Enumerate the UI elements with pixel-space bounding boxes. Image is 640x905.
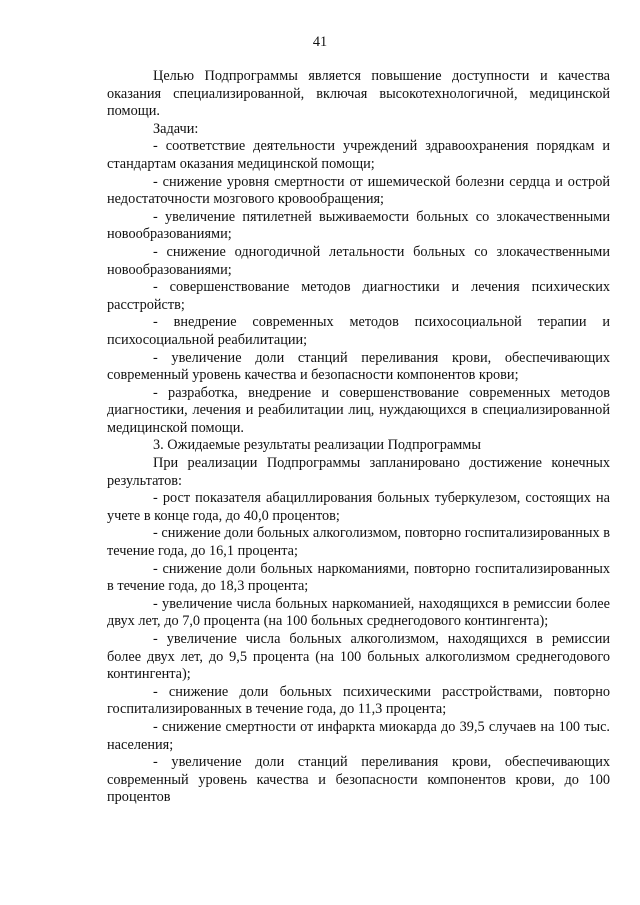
result-item: - снижение смертности от инфаркта миокарда до 39,5 случаев на 100 тыс. населения;	[107, 718, 610, 753]
task-item: - снижение одногодичной летальности больных со злокачественными новообразованиями;	[107, 243, 610, 278]
result-item: - увеличение числа больных алкоголизмом, находящихся в ремиссии более двух лет, до 9,5 процента (на 100 больных алкоголизмом среднегодового контингента);	[107, 631, 610, 683]
page-body	[107, 68, 610, 807]
task-item: - увеличение пятилетней выживаемости больных со злокачественными новообразованиями;	[107, 208, 610, 243]
goal-paragraph: Целью Подпрограммы является повышение доступности и качества оказания специализированной, включая высокотехнологичной, медицинской помощи.	[107, 68, 610, 120]
result-item: - снижение доли больных наркоманиями, повторно госпитализированных в течение года, до 18,3 процента;	[107, 560, 610, 595]
task-item: - разработка, внедрение и совершенствование современных методов диагностики, лечения и реабилитации лиц, нуждающихся в специализированной медицинской помощи.	[107, 384, 610, 436]
task-item: - совершенствование методов диагностики и лечения психических расстройств;	[107, 279, 610, 313]
section-heading: 3. Ожидаемые результаты реализации Подпрограммы	[153, 437, 481, 454]
results-intro: При реализации Подпрограммы запланировано достижение конечных результатов:	[107, 455, 610, 489]
page-number: 41	[312, 34, 328, 50]
result-item: - увеличение числа больных наркоманией, находящихся в ремиссии более двух лет, до 7,0 процента (на 100 больных среднегодового контингента);	[107, 595, 610, 630]
result-item: - снижение доли больных психическими расстройствами, повторно госпитализированных в течение года, до 11,3 процента;	[107, 683, 610, 718]
result-item: - увеличение доли станций переливания крови, обеспечивающих современный уровень качества и безопасности компонентов крови, до 100 процентов	[107, 754, 610, 806]
task-item: - снижение уровня смертности от ишемической болезни сердца и острой недостаточности мозгового кровообращения;	[107, 173, 610, 208]
result-item: - снижение доли больных алкоголизмом, повторно госпитализированных в течение года, до 16,1 процента;	[107, 525, 610, 560]
result-item: - рост показателя абациллирования больных туберкулезом, состоящих на учете в конце года, до 40,0 процентов;	[107, 490, 610, 524]
task-item: - внедрение современных методов психосоциальной терапии и психосоциальной реабилитации;	[107, 314, 610, 348]
tasks-heading: Задачи:	[153, 120, 199, 137]
task-item: - соответствие деятельности учреждений здравоохранения порядкам и стандартам оказания медицинской помощи;	[107, 138, 610, 172]
task-item: - увеличение доли станций переливания крови, обеспечивающих современный уровень качества и безопасности компонентов крови;	[107, 349, 610, 384]
